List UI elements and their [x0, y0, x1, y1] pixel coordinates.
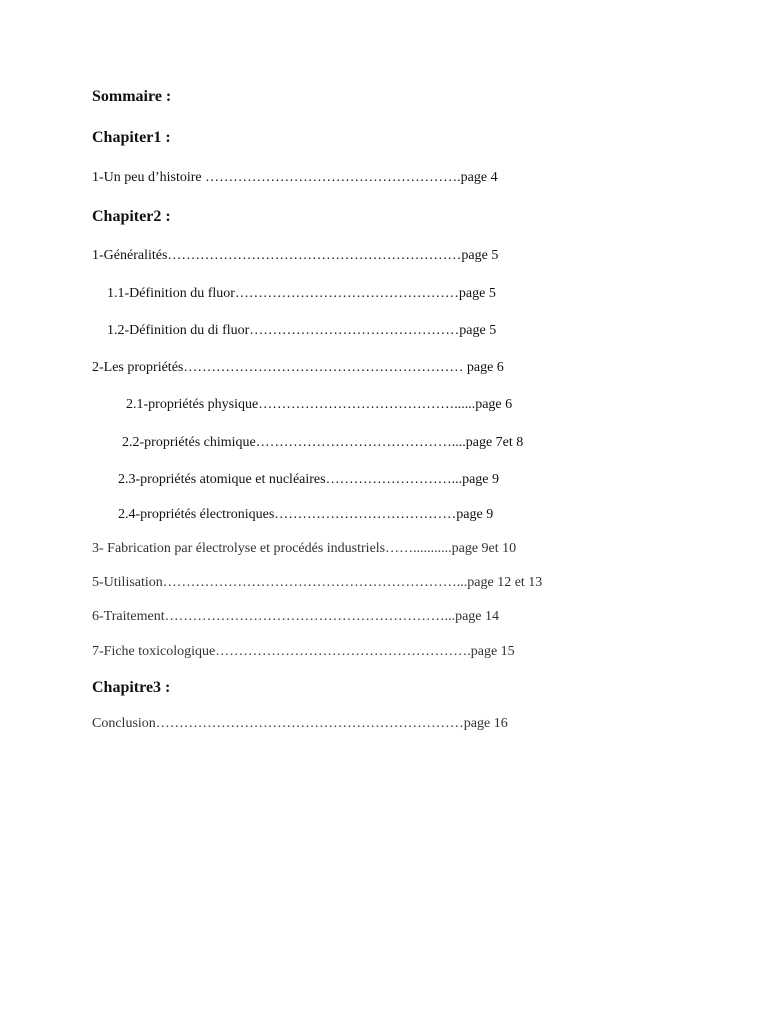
summary-heading: Sommaire : [92, 88, 172, 105]
toc-entry-proprietes-atomique: 2.3-propriétés atomique et nucléaires………………………...page 9 [118, 472, 500, 487]
toc-entry-fabrication: 3- Fabrication par électrolyse et procédés industriels……...........page 9et 10 [92, 541, 517, 556]
toc-entry-definition-difluor: 1.2-Définition du di fluor………………………………………page 5 [107, 323, 497, 338]
toc-entry-generalites: 1-Généralités………………………………………………………page 5 [92, 248, 499, 263]
chapter3-heading: Chapitre3 : [92, 679, 171, 696]
toc-entry-proprietes-physique: 2.1-propriétés physique……………………………………......page 6 [126, 397, 513, 412]
toc-entry-traitement: 6-Traitement……………………………………………………...page 14 [92, 609, 500, 624]
toc-entry-definition-fluor: 1.1-Définition du fluor…………………………………………page 5 [107, 286, 496, 301]
chapter2-heading: Chapiter2 : [92, 208, 171, 225]
toc-entry-proprietes-chimique: 2.2-propriétés chimique……………………………………....page 7et 8 [122, 435, 524, 450]
toc-entry-conclusion: Conclusion…………………………………………………………page 16 [92, 716, 508, 731]
toc-entry-histoire: 1-Un peu d’histoire ……………………………………………….page 4 [92, 170, 498, 185]
chapter1-heading: Chapiter1 : [92, 129, 171, 146]
toc-entry-proprietes-electroniques: 2.4-propriétés électroniques…………………………………page 9 [118, 507, 494, 522]
toc-entry-utilisation: 5-Utilisation………………………………………………………...page 12 et 13 [92, 575, 543, 590]
toc-entry-fiche-toxicologique: 7-Fiche toxicologique……………………………………………….page 15 [92, 644, 515, 659]
toc-entry-proprietes: 2-Les propriétés…………………………………………………… page 6 [92, 360, 504, 375]
